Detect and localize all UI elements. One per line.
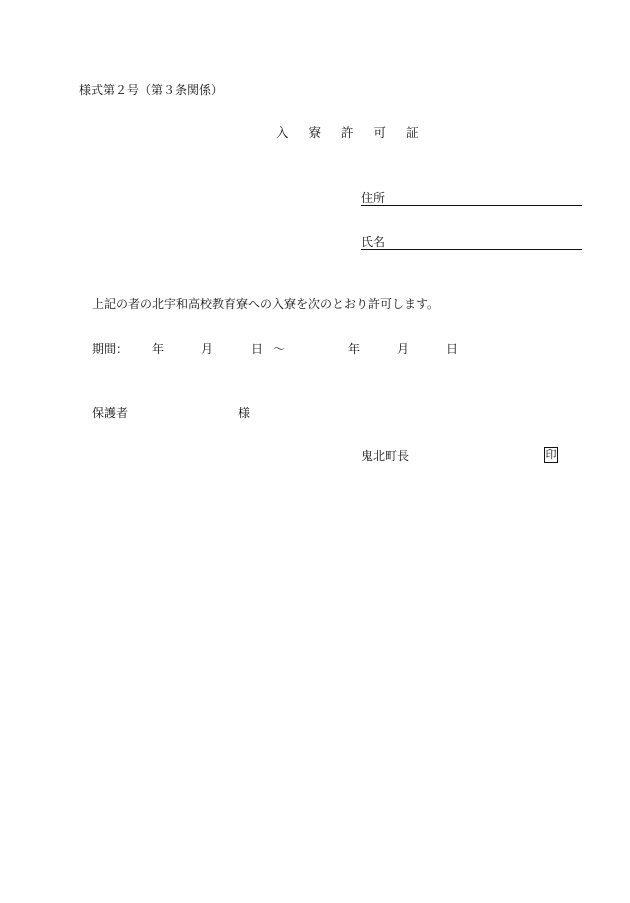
title-char: 許 bbox=[341, 125, 355, 140]
title-char: 寮 bbox=[308, 125, 323, 140]
name-label: 氏名 bbox=[361, 235, 386, 249]
end-month-label: 月 bbox=[397, 342, 410, 356]
address-label: 住所 bbox=[361, 191, 386, 205]
end-day-label: 日 bbox=[446, 342, 459, 356]
period-label: 期間： bbox=[92, 342, 129, 356]
title-char: 可 bbox=[373, 125, 388, 140]
name-field[interactable] bbox=[361, 235, 582, 250]
guardian-honorific: 様 bbox=[238, 406, 251, 420]
start-year-label: 年 bbox=[152, 342, 165, 356]
start-month-label: 月 bbox=[201, 342, 214, 356]
end-year-label: 年 bbox=[348, 342, 361, 356]
form-number: 様式第２号（第３条関係） bbox=[79, 83, 224, 97]
title-char: 入 bbox=[276, 125, 290, 140]
address-field[interactable] bbox=[361, 191, 582, 206]
document-title bbox=[276, 126, 420, 140]
guardian-label: 保護者 bbox=[92, 406, 129, 420]
seal-mark: 印 bbox=[545, 448, 557, 461]
issuer-name: 鬼北町長 bbox=[361, 449, 410, 463]
permission-statement: 上記の者の北宇和高校教育寮への入寮を次のとおり許可します。 bbox=[92, 297, 440, 311]
period-separator: ～ bbox=[273, 342, 286, 356]
start-day-label: 日 bbox=[251, 342, 264, 356]
title-char: 証 bbox=[406, 125, 420, 140]
